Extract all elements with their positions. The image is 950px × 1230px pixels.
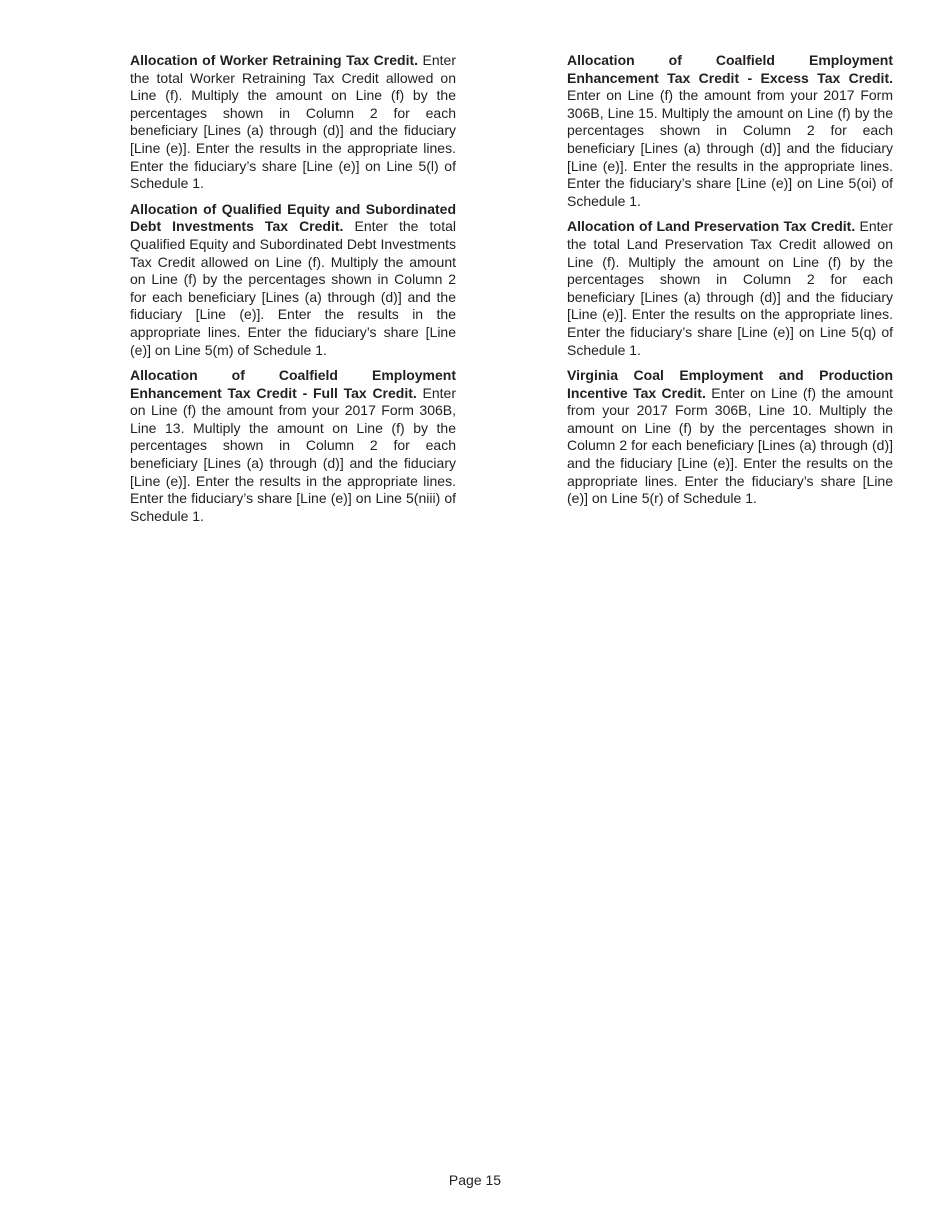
left-column [130, 52, 456, 533]
section-heading: Allocation of Land Preservation Tax Credit. [567, 218, 856, 235]
page-number: Page 15 [448, 1172, 502, 1188]
section-body: Enter the total Land Preservation Tax Credit allowed on Line (f). Multiply the amount on Line (f) by the percentages shown in Column 2 for each beneficiary [Lines (a) through (d)] and the fiduciary [Line (e)]. Enter the results on the appropriate lines. Enter the fiduciary’s share [Line (e)] on Line 5(q) of Schedule 1. [567, 218, 893, 358]
section-coalfield-full [130, 367, 456, 525]
section-body: Enter on Line (f) the amount from your 2017 Form 306B, Line 15. Multiply the amount on Line (f) by the percentages shown in Column 2 for each beneficiary [Lines (a) through (d)] and the fiduciary [Line (e)]. Enter the results in the appropriate lines. Enter the fiduciary’s share [Line (e)] on Line 5(oi) of Schedule 1. [567, 87, 893, 209]
section-body: Enter the total Qualified Equity and Subordinated Debt Investments Tax Credit allowed on Line (f). Multiply the amount on Line (f) by the percentages shown in Column 2 for each beneficiary [Lines (a) through (d)] and the fiduciary [Line (e)]. Enter the results in the appropriate lines. Enter the fiduciary’s share [Line (e)] on Line 5(m) of Schedule 1. [130, 218, 456, 358]
section-body: Enter on Line (f) the amount from your 2017 Form 306B, Line 10. Multiply the amount on Line (f) by the percentages shown in Column 2 for each beneficiary [Lines (a) through (d)] and the fiduciary [Line (e)]. Enter the results on the appropriate lines. Enter the fiduciary’s share [Line (e)] on Line 5(r) of Schedule 1. [567, 384, 893, 507]
section-worker-retraining [130, 52, 456, 193]
section-heading: Allocation of Coalfield Employment Enhancement Tax Credit - Excess Tax Credit. [567, 52, 893, 86]
section-coal-employment [567, 367, 893, 508]
section-body: Enter the total Worker Retraining Tax Credit allowed on Line (f). Multiply the amount on Line (f) by the percentages shown in Column 2 for each beneficiary [Lines (a) through (d)] and the fiduciary [Line (e)]. Enter the results in the appropriate lines. Enter the fiduciary’s share [Line (e)] on Line 5(l) of Schedule 1. [130, 52, 457, 192]
section-body: Enter on Line (f) the amount from your 2017 Form 306B, Line 13. Multiply the amount on Line (f) by the percentages shown in Column 2 for each beneficiary [Lines (a) through (d)] and the fiduciary [Line (e)]. Enter the results in the appropriate lines. Enter the fiduciary’s share [Line (e)] on Line 5(niii) of Schedule 1. [130, 384, 457, 524]
right-column [567, 52, 893, 516]
section-heading: Allocation of Worker Retraining Tax Credit. [130, 52, 419, 68]
section-coalfield-excess [567, 52, 893, 210]
section-heading: Allocation of Coalfield Employment Enhancement Tax Credit - Full Tax Credit. [130, 367, 456, 401]
section-heading: Allocation of Qualified Equity and Subordinated Debt Investments Tax Credit. [130, 200, 456, 235]
section-land-preservation [567, 218, 893, 359]
section-qualified-equity [130, 201, 456, 359]
section-heading: Virginia Coal Employment and Production Incentive Tax Credit. [567, 367, 893, 401]
